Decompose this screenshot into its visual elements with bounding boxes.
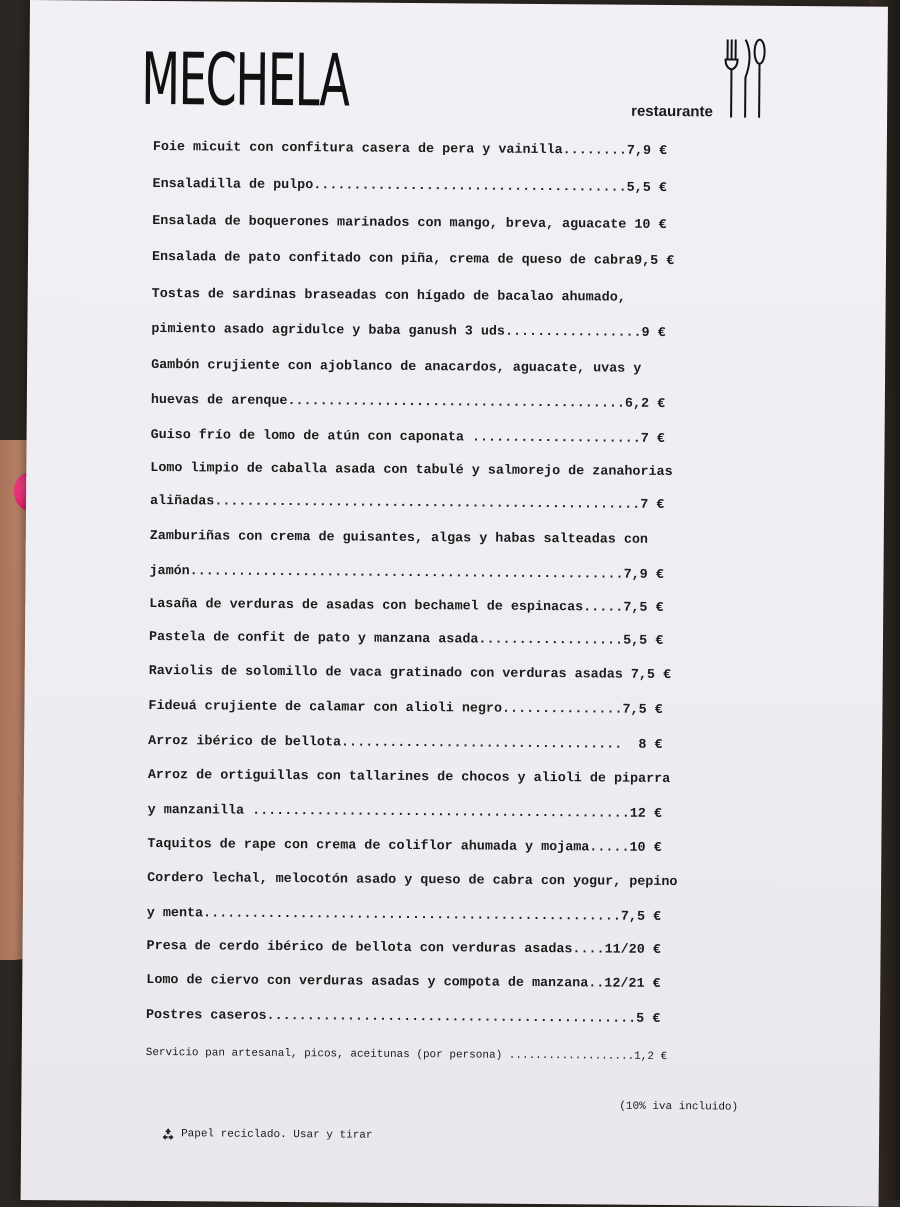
menu-item-line: Zamburiñas con crema de guisantes, algas y habas salteadas con [149, 528, 649, 548]
menu-item-line: Pastela de confit de pato y manzana asada..................5,5 € [148, 629, 664, 649]
menu-item-line: Ensalada de pato confitado con piña, crema de queso de cabra9,5 € [151, 249, 675, 270]
menu-item-line: Foie micuit con confitura casera de pera y vainilla........7,9 € [152, 139, 668, 160]
menu-item-line: Arroz de ortiguillas con tallarines de chocos y alioli de piparra [147, 767, 671, 788]
menu-item-line: Guiso frío de lomo de atún con caponata .....................7 € [150, 427, 665, 447]
menu-item-line: Arroz ibérico de bellota................................... 8 € [148, 733, 663, 753]
menu-item-line: Ensaladilla de pulpo.......................................5,5 € [152, 176, 667, 197]
fork-knife-spoon-icon [721, 37, 766, 119]
menu-item-line: Postres caseros..............................................5 € [145, 1007, 661, 1027]
menu-item-line: Raviolis de solomillo de vaca gratinado con verduras asadas 7,5 € [148, 663, 672, 684]
menu-item-line: Lomo limpio de caballa asada con tabulé y salmorejo de zanahorias [150, 460, 673, 481]
menu-item-line: huevas de arenque..........................................6,2 € [150, 392, 666, 413]
menu-item-line: Taquitos de rape con crema de coliflor ahumada y mojama.....10 € [147, 836, 662, 856]
restaurant-subtitle: restaurante [631, 102, 713, 121]
menu-item-line: Fideuá crujiente de calamar con alioli negro...............7,5 € [148, 698, 663, 718]
restaurant-logo: MECHELA [141, 36, 350, 123]
menu-item-line: Presa de cerdo ibérico de bellota con verduras asadas....11/20 € [146, 938, 661, 958]
menu-item-line: y manzanilla ...............................................12 € [147, 802, 662, 822]
menu-item-line: aliñadas.....................................................7 € [150, 493, 665, 513]
menu-item-line: y menta....................................................7,5 € [146, 905, 662, 925]
menu-item-line: Servicio pan artesanal, picos, aceitunas (por persona) ...................1,2 € [145, 1046, 668, 1064]
menu-item-line: Cordero lechal, melocotón asado y queso de cabra con yogur, pepino [147, 870, 678, 891]
menu-item-line: Tostas de sardinas braseadas con hígado de bacalao ahumado, [151, 286, 626, 306]
menu-item-line: Lomo de ciervo con verduras asadas y compota de manzana..12/21 € [146, 972, 661, 992]
menu-paper [21, 0, 888, 1207]
footer-text: Papel reciclado. Usar y tirar [181, 1128, 373, 1142]
menu-item-line: pimiento asado agridulce y baba ganush 3 uds.................9 € [151, 321, 666, 342]
menu-item-line: jamón......................................................7,9 € [149, 563, 664, 583]
vat-note: (10% iva incluido) [619, 1100, 739, 1114]
menu-item-line: Gambón crujiente con ajoblanco de anacardos, aguacate, uvas y [151, 357, 642, 377]
recycle-icon [161, 1127, 175, 1141]
menu-item-line: Lasaña de verduras de asadas con bechamel de espinacas.....7,5 € [149, 596, 664, 616]
menu-item-line: Ensalada de boquerones marinados con mango, breva, aguacate 10 € [152, 213, 667, 234]
footer [161, 1127, 373, 1143]
